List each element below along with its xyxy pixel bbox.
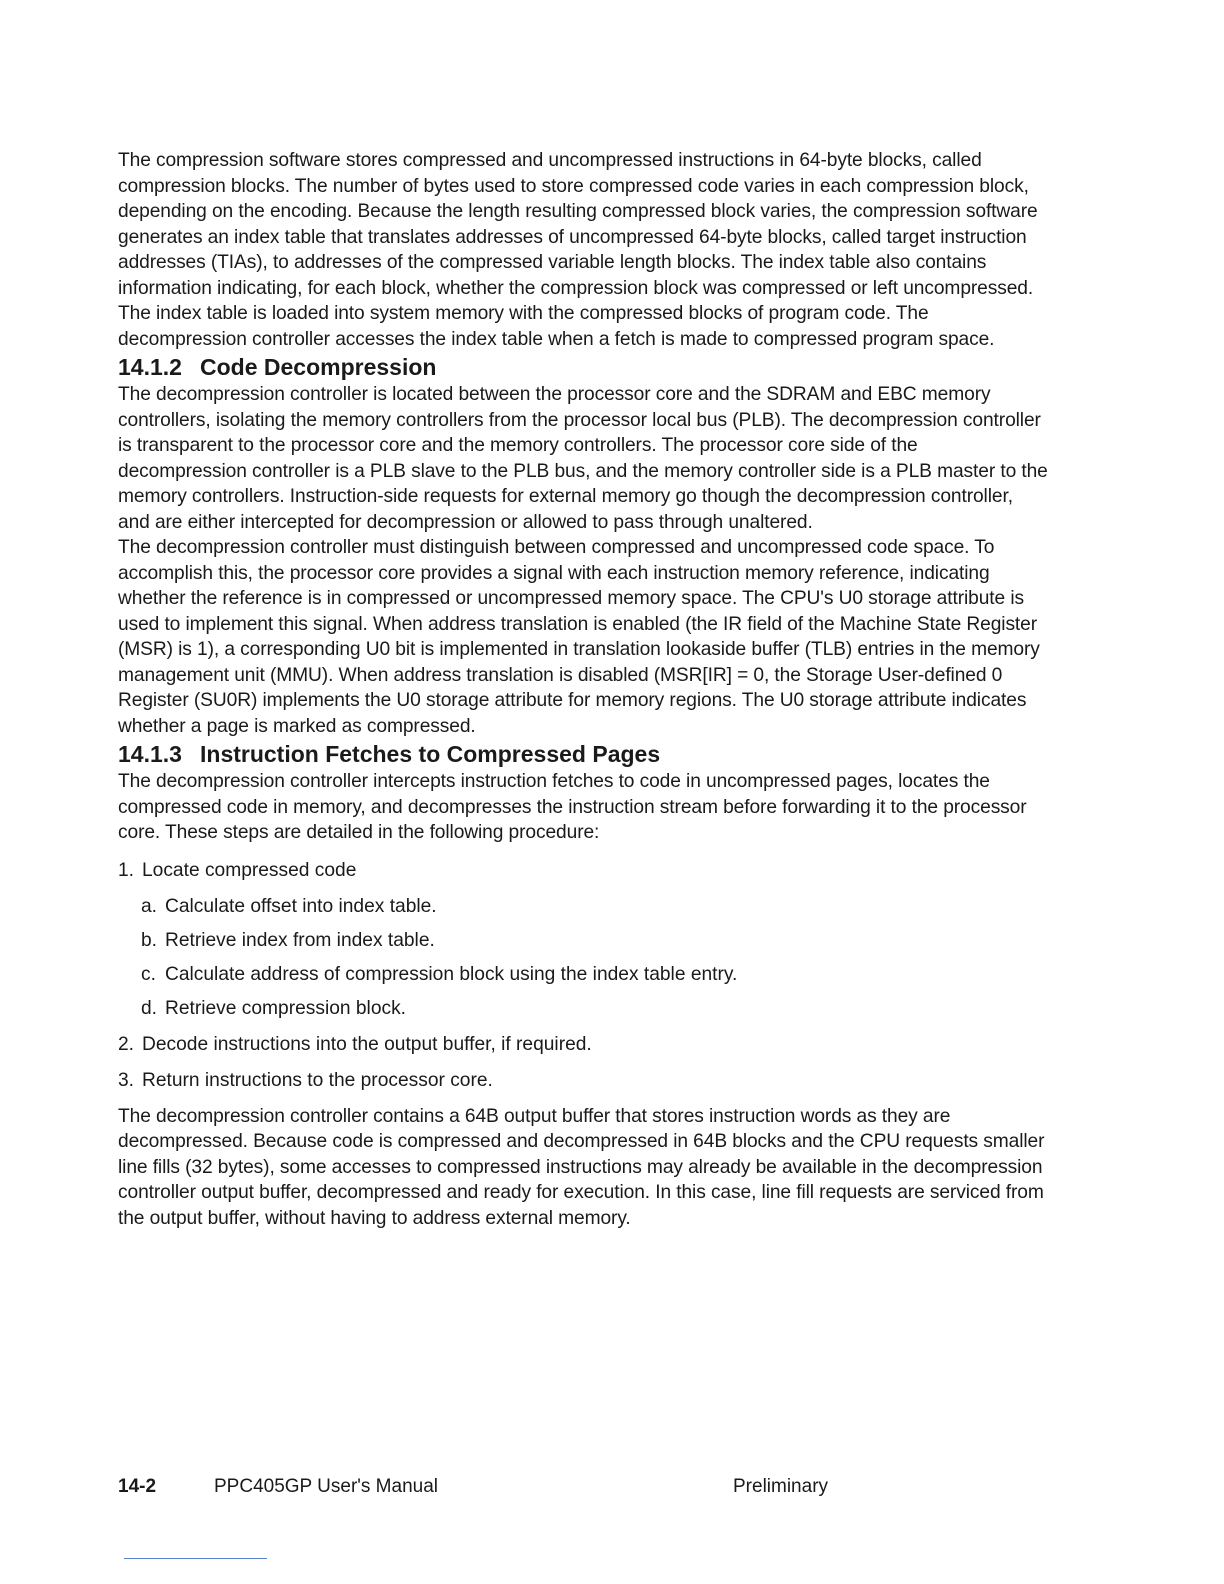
section-number: 14.1.3: [118, 741, 182, 767]
procedure-substep: [141, 894, 1048, 919]
procedure-step: [118, 1032, 1048, 1057]
document-page: [118, 148, 1048, 1231]
step-number: 2.: [118, 1033, 135, 1055]
substep-letter: b.: [141, 929, 158, 951]
code-decompression-paragraph-1: The decompression controller is located between the processor core and the SDRAM and EBC memory controllers, isolating the memory controllers from the processor local bus (PLB). The decompression controller is transparent to the processor core and the memory controllers. The processor core side of the decompression controller is a PLB slave to the PLB bus, and the memory controller side is a PLB master to the memory controllers. Instruction-side requests for external memory go though the decompression controller, and are either intercepted for decompression or allowed to pass through unaltered.: [118, 384, 1048, 533]
document-status: Preliminary: [733, 1476, 829, 1497]
page-number: 14-2: [118, 1476, 157, 1497]
step-text: Return instructions to the processor core.: [142, 1069, 493, 1091]
section-heading-instruction-fetches: [118, 739, 1048, 769]
procedure-substeps: [141, 894, 1048, 1021]
procedure-substep: [141, 962, 1048, 987]
procedure-substep: [141, 928, 1048, 953]
substep-text: Calculate address of compression block using the index table entry.: [165, 963, 738, 985]
step-number: 3.: [118, 1069, 135, 1091]
manual-title: PPC405GP User's Manual: [214, 1476, 438, 1497]
substep-letter: a.: [141, 895, 158, 917]
substep-letter: d.: [141, 997, 158, 1019]
procedure-step: [118, 858, 1048, 1021]
bottom-rule-divider: [124, 1558, 267, 1559]
step-number: 1.: [118, 859, 135, 881]
section-heading-code-decompression: [118, 352, 1048, 382]
section-title: Instruction Fetches to Compressed Pages: [200, 741, 661, 767]
procedure-step: [118, 1068, 1048, 1093]
step-text: Decode instructions into the output buffer, if required.: [142, 1033, 592, 1055]
substep-letter: c.: [141, 963, 156, 985]
code-decompression-paragraph-2: The decompression controller must distinguish between compressed and uncompressed code space. To accomplish this, the processor core provides a signal with each instruction memory reference, indicating whether the reference is in compressed or uncompressed memory space. The CPU's U0 storage attribute is used to implement this signal. When address translation is enabled (the IR field of the Machine State Register (MSR) is 1), a corresponding U0 bit is implemented in translation lookaside buffer (TLB) entries in the memory management unit (MMU). When address translation is disabled (MSR[IR] = 0, the Storage User-defined 0 Register (SU0R) implements the U0 storage attribute for memory regions. The U0 storage attribute indicates whether a page is marked as compressed.: [118, 537, 1040, 737]
procedure-steps: [118, 858, 1048, 1093]
intro-paragraph: The compression software stores compressed and uncompressed instructions in 64-byte blocks, called compression blocks. The number of bytes used to store compressed code varies in each compression block, depending on the encoding. Because the length resulting compressed block varies, the compression software generates an index table that translates addresses of uncompressed 64-byte blocks, called target instruction addresses (TIAs), to addresses of the compressed variable length blocks. The index table also contains information indicating, for each block, whether the compression block was compressed or left uncompressed. The index table is loaded into system memory with the compressed blocks of program code. The decompression controller accesses the index table when a fetch is made to compressed program space.: [118, 150, 1038, 350]
instruction-fetches-intro: The decompression controller intercepts instruction fetches to code in uncompressed pages, locates the compressed code in memory, and decompresses the instruction stream before forwarding it to the processor core. These steps are detailed in the following procedure:: [118, 771, 1027, 843]
substep-text: Retrieve compression block.: [165, 997, 407, 1019]
section-title: Code Decompression: [200, 354, 437, 380]
procedure-substep: [141, 996, 1048, 1021]
substep-text: Calculate offset into index table.: [165, 895, 437, 917]
output-buffer-paragraph: The decompression controller contains a 64B output buffer that stores instruction words as they are decompressed. Because code is compressed and decompressed in 64B blocks and the CPU requests smaller line fills (32 bytes), some accesses to compressed instructions may already be available in the decompression controller output buffer, decompressed and ready for execution. In this case, line fill requests are serviced from the output buffer, without having to address external memory.: [118, 1105, 1045, 1229]
section-number: 14.1.2: [118, 354, 182, 380]
substep-text: Retrieve index from index table.: [165, 929, 435, 951]
step-text: Locate compressed code: [142, 859, 357, 881]
